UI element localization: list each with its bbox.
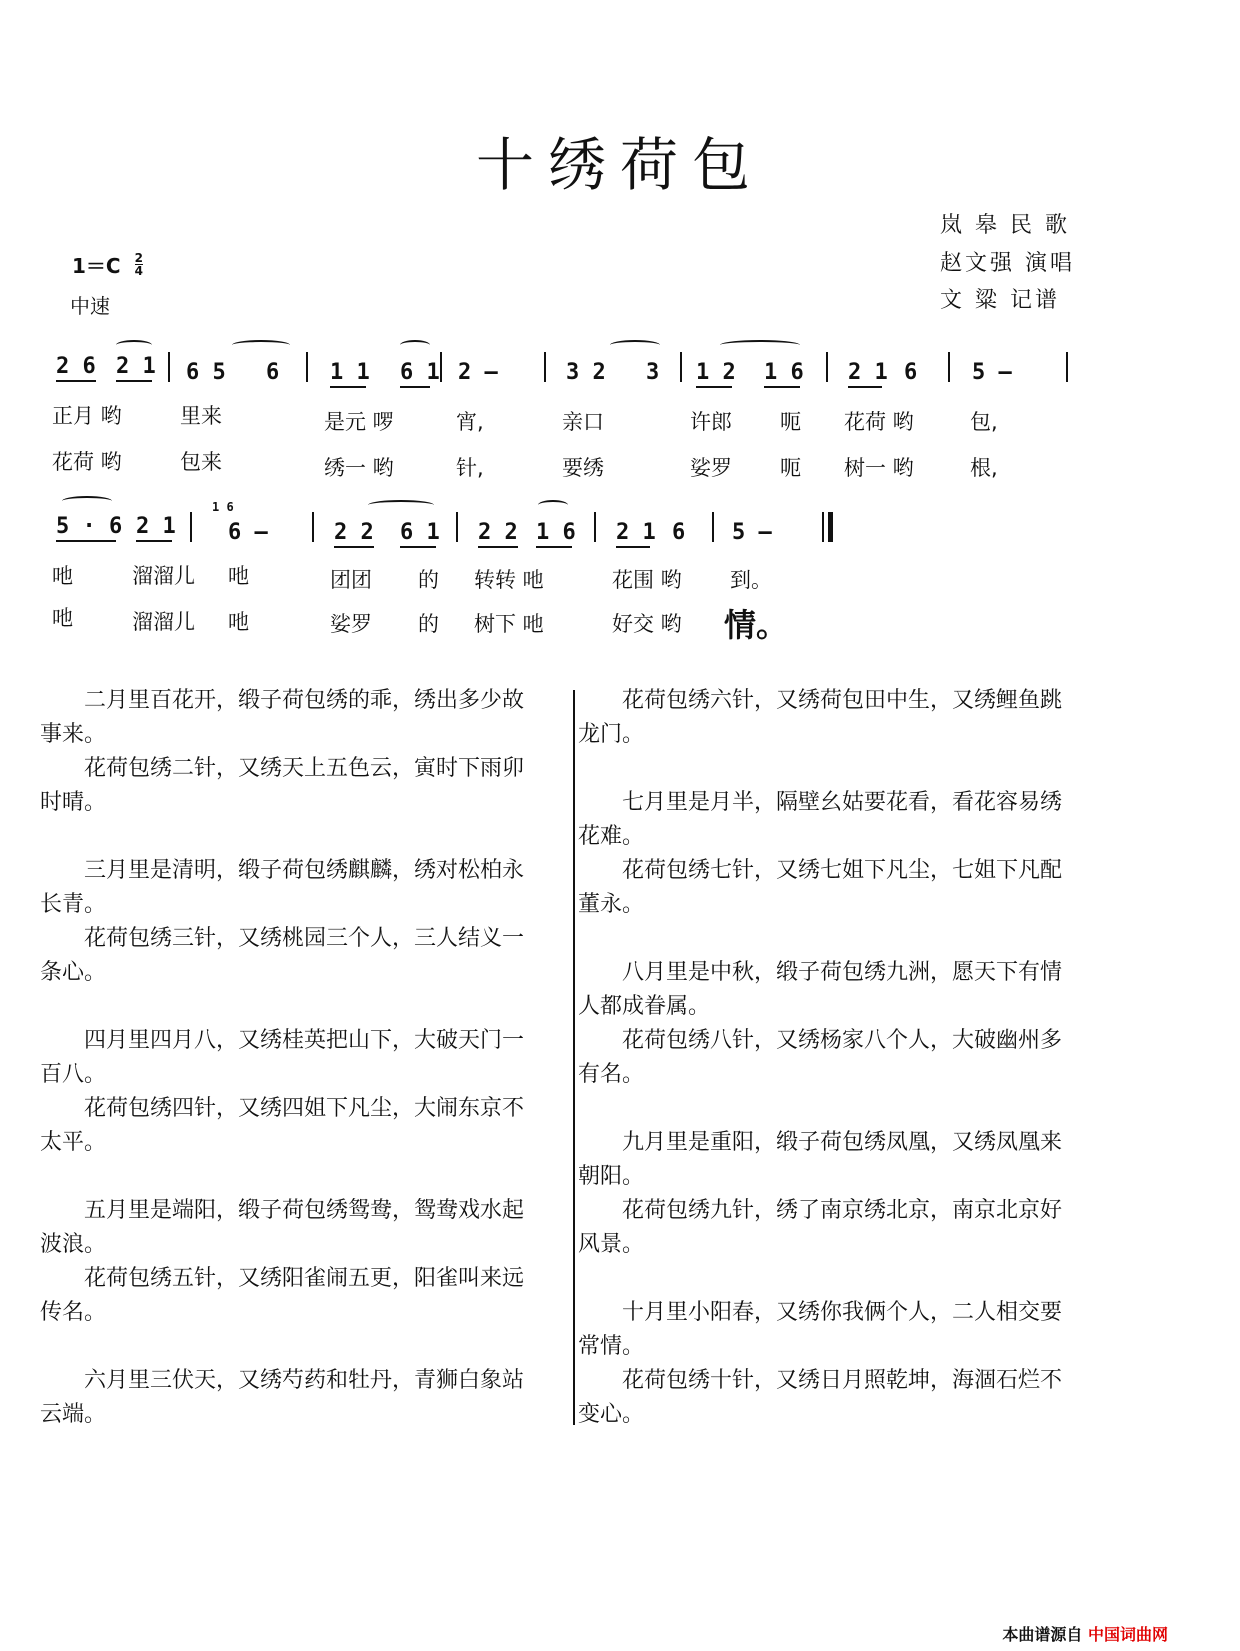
verse-paragraph: 十月里小阳春，又绣你我俩个人，二人相交要常情。 — [578, 1300, 1063, 1359]
note-group: 6 1 — [400, 360, 440, 385]
note-group: 6 — [266, 360, 280, 385]
key-tonic: 1＝C — [72, 254, 121, 278]
lyric: 娑罗 — [690, 456, 732, 480]
lyric: 宵, — [456, 410, 484, 434]
lyric: 包来 — [180, 450, 222, 474]
credit-singer: 赵文强 演唱 — [940, 251, 1075, 276]
beam — [56, 540, 116, 542]
note-group: 1 6 — [536, 520, 576, 545]
lyric: 吔 — [52, 606, 73, 630]
lyric: 到。 — [730, 568, 772, 592]
bar-line — [822, 512, 824, 542]
footer-prefix: 本曲谱源自 — [1002, 1625, 1083, 1644]
lyric: 溜溜儿 — [132, 564, 195, 588]
beam — [478, 546, 518, 548]
lyric: 针, — [456, 456, 484, 480]
verses-right-column — [578, 684, 1068, 1432]
key-signature — [72, 250, 143, 279]
bar-line — [948, 352, 950, 382]
slur — [538, 500, 568, 510]
grace-note: 1 6 — [212, 500, 234, 514]
lyric: 花荷 哟 — [844, 410, 914, 434]
beam — [136, 540, 172, 542]
verse-paragraph: 花荷包绣三针，又绣桃园三个人，三人结义一条心。 — [40, 926, 525, 985]
note-group: 2 2 — [334, 520, 374, 545]
note-group: 2 6 — [56, 354, 96, 379]
bar-line — [190, 512, 192, 542]
note-group: 2 1 — [848, 360, 888, 385]
lyric: 的 — [418, 612, 439, 636]
lyric: 吔 — [228, 564, 249, 588]
verse-paragraph: 花荷包绣九针，绣了南京绣北京，南京北京好风景。 — [578, 1198, 1063, 1257]
bar-line — [826, 352, 828, 382]
verse-paragraph: 四月里四月八，又绣桂英把山下，大破天门一百八。 — [40, 1028, 525, 1087]
tempo-marking: 中速 — [70, 294, 110, 318]
lyric: 树下 吔 — [474, 612, 544, 636]
beam — [616, 546, 650, 548]
lyric: 转转 吔 — [474, 568, 544, 592]
verse-paragraph: 九月里是重阳，缎子荷包绣凤凰，又绣凤凰来朝阳。 — [578, 1130, 1063, 1189]
beam — [400, 386, 430, 388]
verse-paragraph: 花荷包绣六针，又绣荷包田中生，又绣鲤鱼跳龙门。 — [578, 688, 1063, 747]
bar-line — [440, 352, 442, 382]
bar-line — [712, 512, 714, 542]
verse-paragraph: 花荷包绣八针，又绣杨家八个人，大破幽州多有名。 — [578, 1028, 1063, 1087]
lyric: 的 — [418, 568, 439, 592]
credit-transcriber: 文 粱 记谱 — [940, 288, 1060, 313]
bar-line — [1066, 352, 1068, 382]
verse-paragraph: 七月里是月半，隔壁幺姑要花看，看花容易绣花难。 — [578, 790, 1063, 849]
lyric: 是元 啰 — [324, 410, 394, 434]
lyric: 树一 哟 — [844, 456, 914, 480]
note-group: 3 2 — [566, 360, 606, 385]
note-group: 2 2 — [478, 520, 518, 545]
note-group: 2 – — [458, 360, 498, 385]
lyric: 许郎 — [690, 410, 732, 434]
note-group: 5 – — [972, 360, 1012, 385]
lyric: 正月 哟 — [52, 404, 122, 428]
beam — [848, 386, 882, 388]
note-group: 5 · 6 — [56, 514, 123, 539]
bar-line — [680, 352, 682, 382]
note-group: 1 1 — [330, 360, 370, 385]
bar-line — [306, 352, 308, 382]
bar-line — [594, 512, 596, 542]
lyric: 要绣 — [562, 456, 604, 480]
lyric: 呃 — [780, 410, 801, 434]
beam — [116, 380, 152, 382]
slur — [720, 340, 800, 350]
lyric: 花围 哟 — [612, 568, 682, 592]
final-bar-line — [828, 512, 833, 542]
lyric: 吔 — [228, 610, 249, 634]
beam — [400, 546, 436, 548]
bar-line — [312, 512, 314, 542]
verses-left-column — [40, 684, 530, 1432]
beam — [334, 546, 374, 548]
verse-paragraph: 八月里是中秋，缎子荷包绣九洲，愿天下有情人都成眷属。 — [578, 960, 1063, 1019]
note-group: 6 5 — [186, 360, 226, 385]
slur — [610, 340, 660, 350]
source-footer — [1002, 1622, 1168, 1645]
note-group: 1 6 — [764, 360, 804, 385]
beam — [696, 386, 732, 388]
note-group: 2 1 — [116, 354, 156, 379]
time-signature: $\frac{2}{4}$ — [134, 251, 143, 278]
slur — [368, 500, 434, 510]
lyric: 娑罗 — [330, 612, 372, 636]
lyric: 根, — [970, 456, 998, 480]
lyric-final: 情。 — [724, 606, 789, 644]
bar-line — [168, 352, 170, 382]
note-group: 6 — [904, 360, 918, 385]
lyric: 溜溜儿 — [132, 610, 195, 634]
lyric: 吔 — [52, 564, 73, 588]
slur — [62, 496, 112, 506]
lyric: 花荷 哟 — [52, 450, 122, 474]
lyric: 呃 — [780, 456, 801, 480]
lyric: 亲口 — [562, 410, 604, 434]
note-group: 2 1 — [616, 520, 656, 545]
credit-origin: 岚 皋 民 歌 — [940, 213, 1070, 238]
lyric: 团团 — [330, 568, 372, 592]
lyric: 包, — [970, 410, 998, 434]
slur — [400, 340, 430, 350]
lyric: 好交 哟 — [612, 612, 682, 636]
column-divider — [573, 690, 575, 1425]
bar-line — [456, 512, 458, 542]
verse-paragraph: 花荷包绣四针，又绣四姐下凡尘，大闹东京不太平。 — [40, 1096, 525, 1155]
beam — [536, 546, 572, 548]
note-group: 5 – — [732, 520, 772, 545]
verse-paragraph: 二月里百花开，缎子荷包绣的乖，绣出多少故事来。 — [40, 688, 525, 747]
verse-paragraph: 花荷包绣五针，又绣阳雀闹五更，阳雀叫来远传名。 — [40, 1266, 525, 1325]
note-group: 6 — [672, 520, 686, 545]
slur — [116, 340, 152, 350]
lyric: 绣一 哟 — [324, 456, 394, 480]
verse-paragraph: 花荷包绣十针，又绣日月照乾坤，海涸石烂不变心。 — [578, 1368, 1063, 1427]
bar-line — [544, 352, 546, 382]
verse-paragraph: 六月里三伏天，又绣芍药和牡丹，青狮白象站云端。 — [40, 1368, 525, 1427]
verse-paragraph: 五月里是端阳，缎子荷包绣鸳鸯，鸳鸯戏水起波浪。 — [40, 1198, 525, 1257]
note-group: 1 2 — [696, 360, 736, 385]
page-title: 十绣荷包 — [475, 131, 764, 199]
beam — [764, 386, 800, 388]
lyric: 里来 — [180, 404, 222, 428]
verse-paragraph: 花荷包绣七针，又绣七姐下凡尘，七姐下凡配董永。 — [578, 858, 1063, 917]
beam — [56, 380, 96, 382]
verse-paragraph: 花荷包绣二针，又绣天上五色云，寅时下雨卯时晴。 — [40, 756, 525, 815]
note-group: 6 1 — [400, 520, 440, 545]
beam — [330, 386, 366, 388]
slur — [232, 340, 290, 350]
note-group: 6 – — [228, 520, 268, 545]
note-group: 3 — [646, 360, 660, 385]
note-group: 2 1 — [136, 514, 176, 539]
verse-paragraph: 三月里是清明，缎子荷包绣麒麟，绣对松柏永长青。 — [40, 858, 525, 917]
footer-site-link[interactable]: 中国词曲网 — [1087, 1625, 1168, 1644]
